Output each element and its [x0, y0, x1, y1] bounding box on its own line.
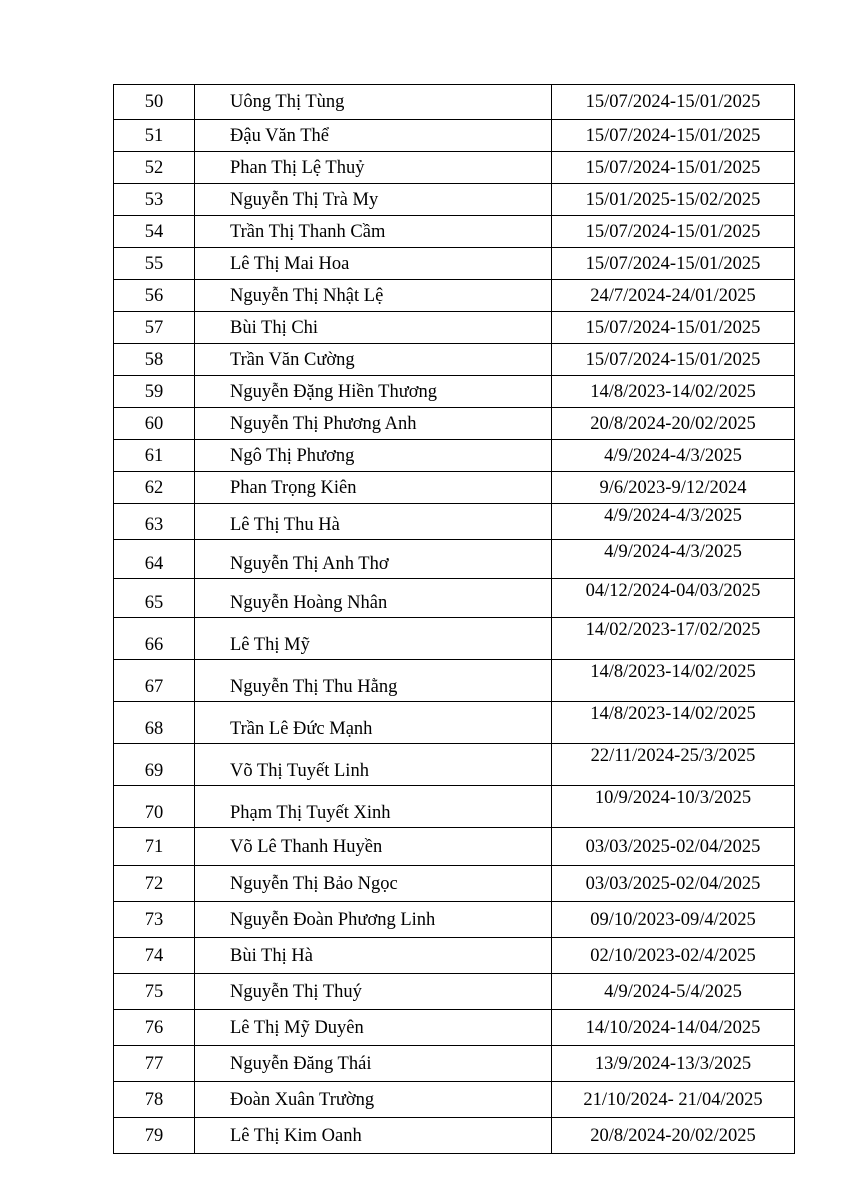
table-row: [114, 440, 795, 472]
table-row: [114, 85, 795, 120]
date-range: 14/02/2023-17/02/2025: [552, 618, 795, 660]
row-number: 58: [114, 344, 195, 376]
table-row: [114, 866, 795, 902]
table-row: [114, 1046, 795, 1082]
table-row: [114, 786, 795, 828]
person-name: Phan Trọng Kiên: [195, 472, 552, 504]
row-number: 52: [114, 152, 195, 184]
row-number: 60: [114, 408, 195, 440]
person-name: Nguyễn Thị Trà My: [195, 184, 552, 216]
person-name: Nguyễn Đặng Hiền Thương: [195, 376, 552, 408]
row-number: 72: [114, 866, 195, 902]
row-number: 53: [114, 184, 195, 216]
date-range: 15/07/2024-15/01/2025: [552, 344, 795, 376]
date-range: 13/9/2024-13/3/2025: [552, 1046, 795, 1082]
table-row: [114, 472, 795, 504]
row-number: 63: [114, 504, 195, 540]
table-row: [114, 974, 795, 1010]
date-range: 4/9/2024-4/3/2025: [552, 440, 795, 472]
person-name: Lê Thị Kim Oanh: [195, 1118, 552, 1154]
row-number: 71: [114, 828, 195, 866]
date-range: 09/10/2023-09/4/2025: [552, 902, 795, 938]
table-row: [114, 1118, 795, 1154]
row-number: 79: [114, 1118, 195, 1154]
row-number: 67: [114, 660, 195, 702]
date-range: 15/07/2024-15/01/2025: [552, 216, 795, 248]
person-name: Phạm Thị Tuyết Xinh: [195, 786, 552, 828]
row-number: 57: [114, 312, 195, 344]
date-range: 15/01/2025-15/02/2025: [552, 184, 795, 216]
person-name: Nguyễn Thị Thuý: [195, 974, 552, 1010]
date-range: 4/9/2024-4/3/2025: [552, 504, 795, 540]
date-range: 20/8/2024-20/02/2025: [552, 408, 795, 440]
person-name: Ngô Thị Phương: [195, 440, 552, 472]
date-range: 04/12/2024-04/03/2025: [552, 579, 795, 618]
person-name: Trần Lê Đức Mạnh: [195, 702, 552, 744]
table-row: [114, 408, 795, 440]
person-name: Lê Thị Mỹ Duyên: [195, 1010, 552, 1046]
row-number: 76: [114, 1010, 195, 1046]
date-range: 22/11/2024-25/3/2025: [552, 744, 795, 786]
row-number: 68: [114, 702, 195, 744]
person-name: Đậu Văn Thể: [195, 120, 552, 152]
table-row: [114, 376, 795, 408]
table-row: [114, 1010, 795, 1046]
table-row: [114, 152, 795, 184]
table-row: [114, 248, 795, 280]
person-name: Nguyễn Đăng Thái: [195, 1046, 552, 1082]
row-number: 74: [114, 938, 195, 974]
date-range: 4/9/2024-4/3/2025: [552, 540, 795, 579]
date-range: 14/8/2023-14/02/2025: [552, 376, 795, 408]
date-range: 15/07/2024-15/01/2025: [552, 312, 795, 344]
row-number: 77: [114, 1046, 195, 1082]
date-range: 15/07/2024-15/01/2025: [552, 85, 795, 120]
person-name: Võ Thị Tuyết Linh: [195, 744, 552, 786]
row-number: 73: [114, 902, 195, 938]
table-row: [114, 184, 795, 216]
row-number: 61: [114, 440, 195, 472]
row-number: 50: [114, 85, 195, 120]
table-row: [114, 618, 795, 660]
date-range: 4/9/2024-5/4/2025: [552, 974, 795, 1010]
person-name: Phan Thị Lệ Thuỷ: [195, 152, 552, 184]
row-number: 78: [114, 1082, 195, 1118]
person-name: Đoàn Xuân Trường: [195, 1082, 552, 1118]
person-name: Lê Thị Thu Hà: [195, 504, 552, 540]
date-range: 03/03/2025-02/04/2025: [552, 828, 795, 866]
person-name: Võ Lê Thanh Huyền: [195, 828, 552, 866]
date-range: 14/10/2024-14/04/2025: [552, 1010, 795, 1046]
date-range: 15/07/2024-15/01/2025: [552, 120, 795, 152]
row-number: 70: [114, 786, 195, 828]
row-number: 55: [114, 248, 195, 280]
row-number: 75: [114, 974, 195, 1010]
date-range: 15/07/2024-15/01/2025: [552, 248, 795, 280]
person-name: Nguyễn Thị Phương Anh: [195, 408, 552, 440]
roster-table: [113, 84, 795, 1154]
table-row: [114, 312, 795, 344]
table-row: [114, 504, 795, 540]
date-range: 02/10/2023-02/4/2025: [552, 938, 795, 974]
row-number: 54: [114, 216, 195, 248]
person-name: Trần Thị Thanh Cầm: [195, 216, 552, 248]
row-number: 64: [114, 540, 195, 579]
row-number: 69: [114, 744, 195, 786]
date-range: 20/8/2024-20/02/2025: [552, 1118, 795, 1154]
table-row: [114, 902, 795, 938]
table-row: [114, 1082, 795, 1118]
row-number: 66: [114, 618, 195, 660]
person-name: Bùi Thị Chi: [195, 312, 552, 344]
table-row: [114, 120, 795, 152]
table-row: [114, 702, 795, 744]
person-name: Lê Thị Mai Hoa: [195, 248, 552, 280]
person-name: Nguyễn Đoàn Phương Linh: [195, 902, 552, 938]
table-row: [114, 579, 795, 618]
row-number: 62: [114, 472, 195, 504]
row-number: 59: [114, 376, 195, 408]
person-name: Nguyễn Thị Anh Thơ: [195, 540, 552, 579]
person-name: Lê Thị Mỹ: [195, 618, 552, 660]
date-range: 21/10/2024- 21/04/2025: [552, 1082, 795, 1118]
table-row: [114, 540, 795, 579]
date-range: 03/03/2025-02/04/2025: [552, 866, 795, 902]
table-row: [114, 216, 795, 248]
table-row: [114, 938, 795, 974]
table-row: [114, 828, 795, 866]
table-row: [114, 280, 795, 312]
person-name: Nguyễn Hoàng Nhân: [195, 579, 552, 618]
person-name: Trần Văn Cường: [195, 344, 552, 376]
date-range: 9/6/2023-9/12/2024: [552, 472, 795, 504]
table-row: [114, 344, 795, 376]
person-name: Bùi Thị Hà: [195, 938, 552, 974]
person-name: Nguyễn Thị Nhật Lệ: [195, 280, 552, 312]
date-range: 24/7/2024-24/01/2025: [552, 280, 795, 312]
table-row: [114, 744, 795, 786]
row-number: 65: [114, 579, 195, 618]
table-row: [114, 660, 795, 702]
date-range: 10/9/2024-10/3/2025: [552, 786, 795, 828]
person-name: Uông Thị Tùng: [195, 85, 552, 120]
date-range: 14/8/2023-14/02/2025: [552, 660, 795, 702]
date-range: 15/07/2024-15/01/2025: [552, 152, 795, 184]
row-number: 56: [114, 280, 195, 312]
row-number: 51: [114, 120, 195, 152]
person-name: Nguyễn Thị Bảo Ngọc: [195, 866, 552, 902]
person-name: Nguyễn Thị Thu Hằng: [195, 660, 552, 702]
date-range: 14/8/2023-14/02/2025: [552, 702, 795, 744]
